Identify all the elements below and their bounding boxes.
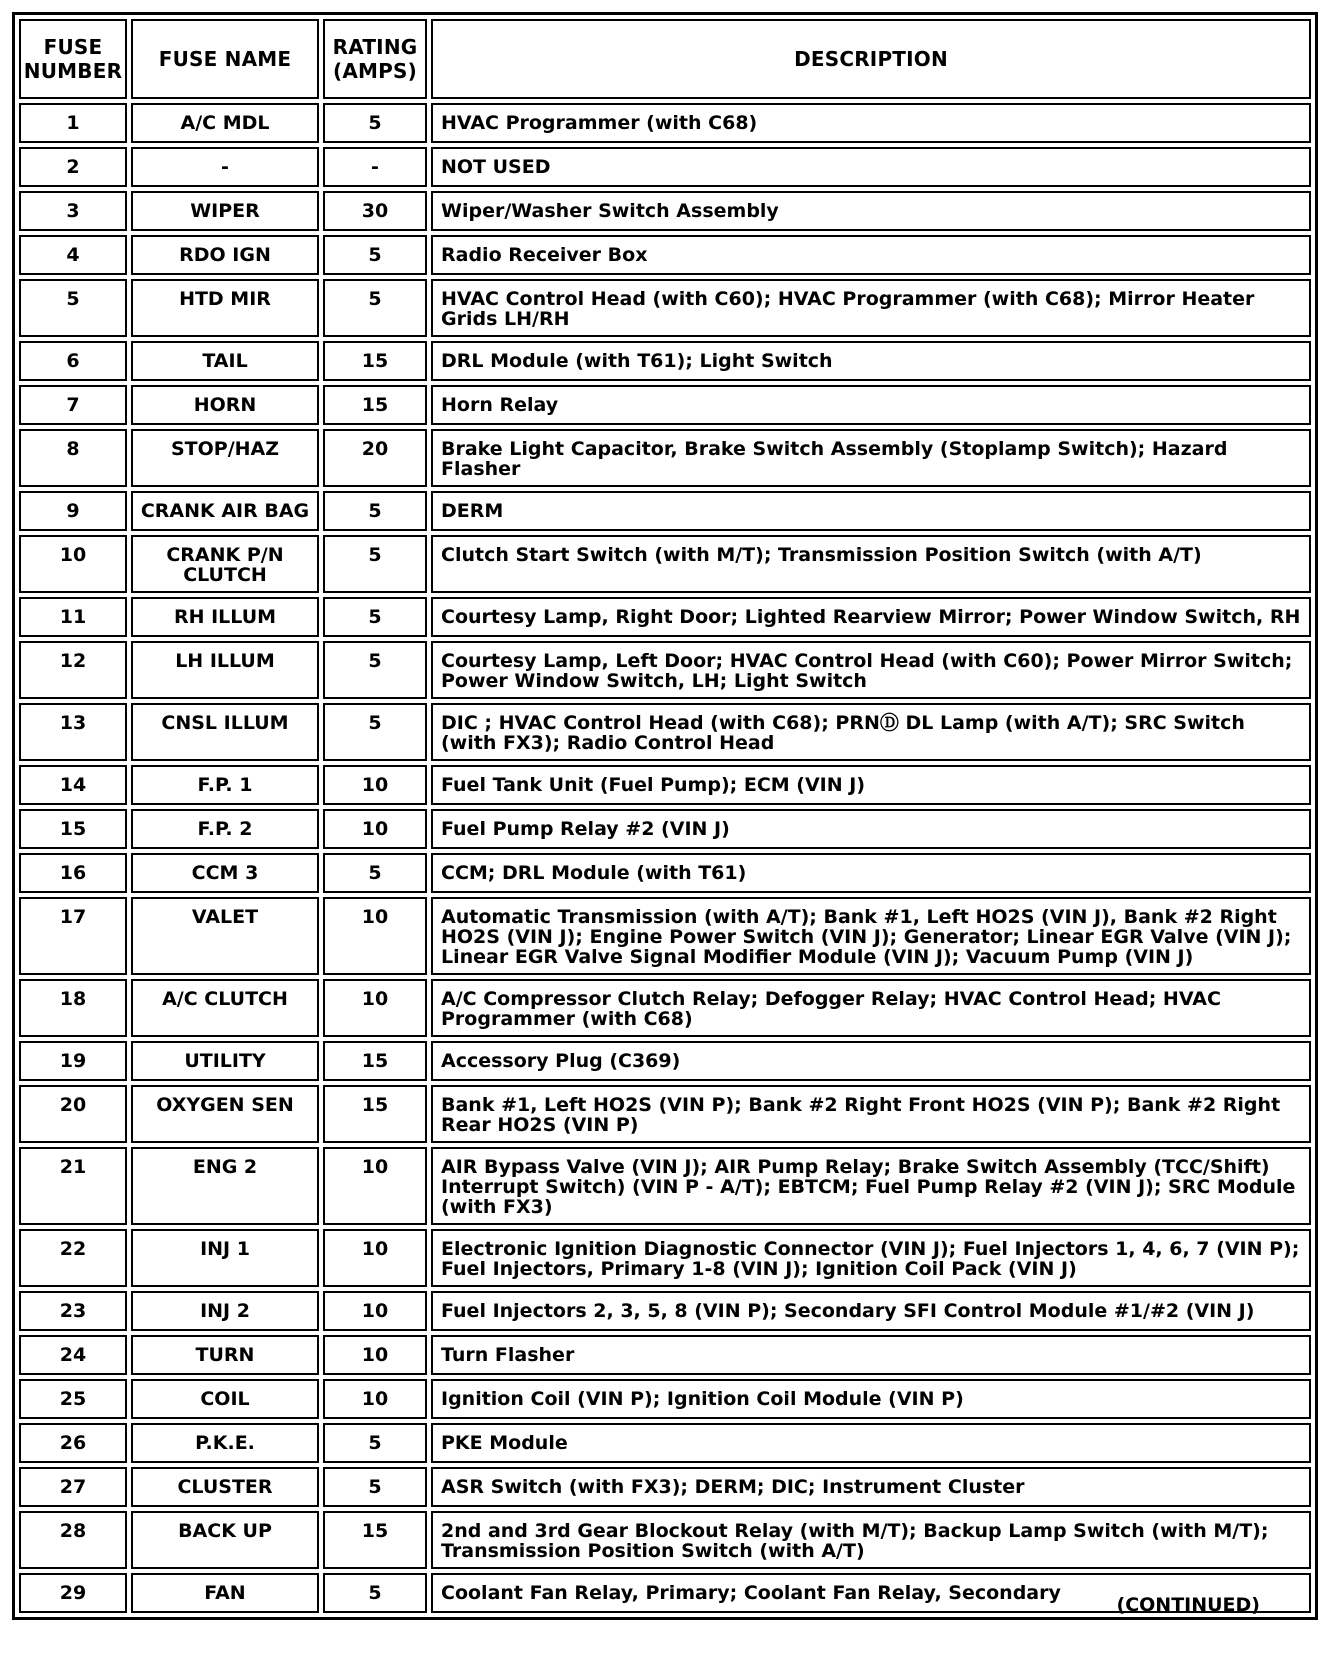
fuse-number-cell [19,429,127,487]
fuse-description-cell [431,641,1311,699]
fuse-description-cell-text: Radio Receiver Box [441,244,648,266]
fuse-rating-cell-text: 10 [361,988,389,1010]
fuse-description-cell [431,491,1311,531]
fuse-number-cell-text: 15 [59,818,87,840]
fuse-rating-cell [323,1573,427,1613]
fuse-number-cell [19,279,127,337]
fuse-number-cell-text: 20 [59,1094,87,1116]
fuse-description-cell [431,535,1311,593]
continued-note: (CONTINUED) [1116,1594,1260,1616]
fuse-name-cell [131,1511,319,1569]
fuse-name-cell [131,279,319,337]
fuse-number-cell-text: 10 [59,544,87,566]
fuse-name-cell [131,1229,319,1287]
fuse-name-cell [131,641,319,699]
fuse-description-cell [431,1335,1311,1375]
table-row [19,1335,1311,1375]
fuse-table [12,12,1318,1620]
table-row [19,597,1311,637]
fuse-name-cell [131,1467,319,1507]
fuse-rating-cell-text: 30 [361,200,389,222]
fuse-description-cell [431,809,1311,849]
fuse-name-cell [131,809,319,849]
fuse-description-cell-text: AIR Bypass Valve (VIN J); AIR Pump Relay; Brake Switch Assembly (TCC/Shift) Interrupt Switch) (VIN P - A/T); EBTCM; Fuel Pump Relay #2 (VIN J); SRC Module (with FX3) [441,1156,1296,1218]
fuse-number-cell-text: 11 [59,606,87,628]
fuse-description-cell [431,765,1311,805]
fuse-rating-cell [323,703,427,761]
fuse-number-cell [19,897,127,975]
fuse-description-cell-text: A/C Compressor Clutch Relay; Defogger Relay; HVAC Control Head; HVAC Programmer (with C68) [441,988,1221,1030]
fuse-description-cell [431,1291,1311,1331]
fuse-number-cell-text: 28 [59,1520,87,1542]
fuse-number-cell-text: 4 [66,244,80,266]
fuse-description-cell-text: CCM; DRL Module (with T61) [441,862,747,884]
fuse-number-cell-text: 6 [66,350,80,372]
fuse-rating-cell [323,191,427,231]
fuse-rating-cell-text: 5 [368,1582,382,1604]
header-description: DESCRIPTION [431,19,1311,99]
fuse-number-cell [19,641,127,699]
fuse-rating-cell-text: 10 [361,818,389,840]
fuse-rating-cell [323,853,427,893]
fuse-number-cell [19,341,127,381]
fuse-name-cell-text: BACK UP [178,1520,272,1542]
fuse-description-cell-text: Horn Relay [441,394,559,416]
fuse-number-cell-text: 12 [59,650,87,672]
fuse-name-cell-text: INJ 1 [200,1238,250,1260]
fuse-description-cell [431,1511,1311,1569]
fuse-rating-cell [323,147,427,187]
fuse-name-cell-text: CLUSTER [177,1476,273,1498]
fuse-rating-cell-text: 10 [361,1388,389,1410]
fuse-name-cell [131,1335,319,1375]
fuse-rating-cell-text: 5 [368,606,382,628]
fuse-name-cell [131,1147,319,1225]
table-row [19,491,1311,531]
fuse-description-cell [431,1085,1311,1143]
fuse-rating-cell-text: 15 [361,1094,389,1116]
fuse-name-cell-text: CRANK P/N CLUTCH [166,544,284,586]
fuse-rating-cell-text: 20 [361,438,389,460]
fuse-description-cell [431,1147,1311,1225]
fuse-rating-cell-text: 5 [368,544,382,566]
fuse-number-cell [19,535,127,593]
fuse-rating-cell [323,1467,427,1507]
fuse-name-cell-text: A/C CLUTCH [162,988,288,1010]
fuse-number-cell [19,1423,127,1463]
fuse-rating-cell-text: 10 [361,1156,389,1178]
fuse-description-cell-text: Turn Flasher [441,1344,575,1366]
table-row [19,429,1311,487]
fuse-name-cell [131,535,319,593]
table-row [19,385,1311,425]
fuse-rating-cell [323,809,427,849]
fuse-rating-cell [323,979,427,1037]
fuse-name-cell [131,491,319,531]
fuse-description-cell-text: Bank #1, Left HO2S (VIN P); Bank #2 Right Front HO2S (VIN P); Bank #2 Right Rear HO2S (VIN P) [441,1094,1281,1136]
fuse-rating-cell-text: 5 [368,244,382,266]
fuse-description-cell [431,235,1311,275]
fuse-rating-cell-text: - [371,156,379,178]
fuse-name-cell [131,191,319,231]
fuse-rating-cell-text: 15 [361,1520,389,1542]
fuse-name-cell [131,1041,319,1081]
table-row [19,279,1311,337]
fuse-description-cell [431,279,1311,337]
fuse-name-cell [131,1085,319,1143]
fuse-number-cell-text: 7 [66,394,80,416]
fuse-number-cell-text: 17 [59,906,87,928]
fuse-name-cell-text: ENG 2 [192,1156,258,1178]
fuse-name-cell [131,1423,319,1463]
table-header-row [19,19,1311,99]
fuse-number-cell-text: 2 [66,156,80,178]
fuse-number-cell [19,1085,127,1143]
fuse-rating-cell-text: 5 [368,112,382,134]
fuse-description-cell-text: Courtesy Lamp, Right Door; Lighted Rearview Mirror; Power Window Switch, RH [441,606,1301,628]
fuse-description-cell [431,1229,1311,1287]
fuse-name-cell-text: P.K.E. [195,1432,255,1454]
fuse-description-cell-text: PKE Module [441,1432,568,1454]
fuse-name-cell [131,103,319,143]
fuse-name-cell-text: HTD MIR [179,288,271,310]
fuse-number-cell [19,1379,127,1419]
fuse-rating-cell [323,1291,427,1331]
fuse-rating-cell [323,1229,427,1287]
fuse-number-cell [19,1335,127,1375]
fuse-number-cell-text: 26 [59,1432,87,1454]
fuse-description-cell-text: Fuel Injectors 2, 3, 5, 8 (VIN P); Secondary SFI Control Module #1/#2 (VIN J) [441,1300,1255,1322]
fuse-description-cell [431,341,1311,381]
fuse-description-cell-text: Electronic Ignition Diagnostic Connector (VIN J); Fuel Injectors 1, 4, 6, 7 (VIN P); Fuel Injectors, Primary 1-8 (VIN J); Ignition Coil Pack (VIN J) [441,1238,1300,1280]
fuse-name-cell [131,853,319,893]
fuse-name-cell [131,597,319,637]
fuse-rating-cell [323,385,427,425]
fuse-number-cell [19,1147,127,1225]
fuse-description-cell [431,1467,1311,1507]
fuse-number-cell [19,191,127,231]
fuse-number-cell [19,1291,127,1331]
fuse-name-cell [131,1291,319,1331]
fuse-rating-cell [323,765,427,805]
fuse-name-cell [131,235,319,275]
fuse-name-cell-text: RDO IGN [179,244,271,266]
fuse-description-cell [431,1379,1311,1419]
fuse-number-cell [19,235,127,275]
fuse-description-cell-text: Fuel Pump Relay #2 (VIN J) [441,818,730,840]
fuse-description-cell-text: HVAC Control Head (with C60); HVAC Programmer (with C68); Mirror Heater Grids LH/RH [441,288,1255,330]
fuse-description-cell [431,897,1311,975]
fuse-name-cell-text: OXYGEN SEN [156,1094,294,1116]
fuse-rating-cell-text: 5 [368,500,382,522]
fuse-name-cell [131,897,319,975]
fuse-description-cell-text: Wiper/Washer Switch Assembly [441,200,779,222]
fuse-number-cell-text: 16 [59,862,87,884]
table-row [19,1229,1311,1287]
fuse-name-cell-text: TURN [195,1344,255,1366]
fuse-description-cell-text: Ignition Coil (VIN P); Ignition Coil Module (VIN P) [441,1388,964,1410]
fuse-description-cell-text: 2nd and 3rd Gear Blockout Relay (with M/T); Backup Lamp Switch (with M/T); Transmission Position Switch (with A/T) [441,1520,1269,1562]
fuse-description-cell-text: Clutch Start Switch (with M/T); Transmission Position Switch (with A/T) [441,544,1202,566]
table-row [19,1511,1311,1569]
fuse-number-cell-text: 8 [66,438,80,460]
fuse-name-cell-text: F.P. 1 [197,774,253,796]
fuse-number-cell-text: 21 [59,1156,87,1178]
fuse-rating-cell [323,897,427,975]
fuse-number-cell-text: 24 [59,1344,87,1366]
fuse-name-cell-text: F.P. 2 [197,818,253,840]
fuse-rating-cell-text: 10 [361,1344,389,1366]
fuse-rating-cell [323,429,427,487]
header-fuse-name: FUSE NAME [131,19,319,99]
fuse-name-cell-text: UTILITY [184,1050,266,1072]
fuse-description-cell-text: Fuel Tank Unit (Fuel Pump); ECM (VIN J) [441,774,866,796]
fuse-description-cell [431,385,1311,425]
table-row [19,979,1311,1037]
table-row [19,765,1311,805]
table-row [19,1467,1311,1507]
fuse-rating-cell-text: 10 [361,1300,389,1322]
table-row [19,809,1311,849]
fuse-description-cell [431,703,1311,761]
fuse-number-cell-text: 23 [59,1300,87,1322]
fuse-number-cell [19,765,127,805]
table-row [19,535,1311,593]
fuse-description-cell-text: DRL Module (with T61); Light Switch [441,350,833,372]
fuse-rating-cell-text: 5 [368,712,382,734]
fuse-name-cell-text: CCM 3 [191,862,259,884]
header-fuse-number: FUSE NUMBER [19,19,127,99]
fuse-number-cell [19,1573,127,1613]
fuse-rating-cell-text: 5 [368,1476,382,1498]
fuse-number-cell [19,1041,127,1081]
fuse-number-cell [19,703,127,761]
fuse-number-cell-text: 9 [66,500,80,522]
fuse-name-cell [131,147,319,187]
fuse-name-cell-text: LH ILLUM [175,650,275,672]
fuse-number-cell-text: 27 [59,1476,87,1498]
table-row [19,897,1311,975]
fuse-number-cell-text: 5 [66,288,80,310]
fuse-description-cell [431,103,1311,143]
fuse-name-cell-text: A/C MDL [180,112,270,134]
fuse-description-cell [431,1423,1311,1463]
fuse-number-cell [19,147,127,187]
fuse-name-cell-text: CNSL ILLUM [161,712,289,734]
fuse-description-cell-text: NOT USED [441,156,551,178]
fuse-rating-cell [323,103,427,143]
table-row [19,1379,1311,1419]
fuse-number-cell [19,1229,127,1287]
fuse-rating-cell-text: 5 [368,288,382,310]
fuse-name-cell [131,1573,319,1613]
fuse-name-cell-text: TAIL [202,350,248,372]
table-row [19,641,1311,699]
fuse-rating-cell-text: 15 [361,350,389,372]
fuse-rating-cell [323,279,427,337]
fuse-description-cell [431,853,1311,893]
table-row [19,703,1311,761]
fuse-name-cell-text: STOP/HAZ [170,438,280,460]
fuse-name-cell [131,1379,319,1419]
fuse-name-cell [131,703,319,761]
fuse-number-cell-text: 19 [59,1050,87,1072]
fuse-name-cell-text: CRANK AIR BAG [140,500,310,522]
fuse-number-cell [19,385,127,425]
fuse-rating-cell [323,1379,427,1419]
fuse-name-cell [131,385,319,425]
fuse-name-cell-text: - [221,156,229,178]
fuse-number-cell-text: 29 [59,1582,87,1604]
fuse-rating-cell [323,535,427,593]
fuse-description-cell [431,429,1311,487]
fuse-table-sheet [12,12,1318,1620]
fuse-rating-cell-text: 5 [368,862,382,884]
fuse-rating-cell-text: 15 [361,1050,389,1072]
fuse-rating-cell-text: 5 [368,1432,382,1454]
fuse-number-cell-text: 13 [59,712,87,734]
fuse-number-cell [19,1511,127,1569]
fuse-number-cell-text: 14 [59,774,87,796]
fuse-description-cell-text: Brake Light Capacitor, Brake Switch Assembly (Stoplamp Switch); Hazard Flasher [441,438,1228,480]
fuse-description-cell-text: DERM [441,500,504,522]
fuse-rating-cell-text: 15 [361,394,389,416]
fuse-number-cell [19,1467,127,1507]
fuse-rating-cell [323,1085,427,1143]
fuse-description-cell-text: HVAC Programmer (with C68) [441,112,758,134]
fuse-rating-cell [323,641,427,699]
fuse-description-cell-text: Automatic Transmission (with A/T); Bank #1, Left HO2S (VIN J), Bank #2 Right HO2S (VIN J); Engine Power Switch (VIN J); Generator; Linear EGR Valve (VIN J); Linear EGR Valve Signal Modifier Module (VIN J); Vacuum Pump (VIN J) [441,906,1292,968]
fuse-description-cell-text: Accessory Plug (C369) [441,1050,681,1072]
fuse-rating-cell [323,1335,427,1375]
fuse-number-cell-text: 1 [66,112,80,134]
fuse-rating-cell-text: 10 [361,1238,389,1260]
fuse-name-cell-text: VALET [191,906,259,928]
fuse-rating-cell [323,341,427,381]
header-rating: RATING (AMPS) [323,19,427,99]
fuse-name-cell [131,429,319,487]
fuse-number-cell-text: 22 [59,1238,87,1260]
fuse-description-cell-text: Courtesy Lamp, Left Door; HVAC Control Head (with C60); Power Mirror Switch; Power Window Switch, LH; Light Switch [441,650,1293,692]
fuse-number-cell [19,103,127,143]
table-row [19,341,1311,381]
fuse-number-cell [19,979,127,1037]
fuse-description-cell [431,191,1311,231]
fuse-name-cell-text: WIPER [190,200,260,222]
fuse-number-cell [19,597,127,637]
fuse-rating-cell [323,1511,427,1569]
table-row [19,191,1311,231]
fuse-rating-cell-text: 10 [361,906,389,928]
fuse-number-cell [19,853,127,893]
table-row [19,235,1311,275]
fuse-rating-cell [323,235,427,275]
fuse-rating-cell-text: 5 [368,650,382,672]
fuse-name-cell-text: COIL [200,1388,250,1410]
fuse-description-cell-text: ASR Switch (with FX3); DERM; DIC; Instrument Cluster [441,1476,1025,1498]
table-row [19,1041,1311,1081]
fuse-name-cell-text: FAN [204,1582,246,1604]
fuse-description-cell-text: DIC ; HVAC Control Head (with C68); PRNⒹ DL Lamp (with A/T); SRC Switch (with FX3); Radio Control Head [441,712,1245,754]
fuse-number-cell-text: 18 [59,988,87,1010]
table-row [19,103,1311,143]
table-row [19,853,1311,893]
fuse-rating-cell [323,1423,427,1463]
fuse-rating-cell [323,491,427,531]
fuse-description-cell [431,979,1311,1037]
fuse-rating-cell-text: 10 [361,774,389,796]
fuse-number-cell-text: 3 [66,200,80,222]
fuse-description-cell [431,1041,1311,1081]
table-row [19,1291,1311,1331]
fuse-description-cell-text: Coolant Fan Relay, Primary; Coolant Fan Relay, Secondary [441,1582,1061,1604]
fuse-description-cell [431,597,1311,637]
fuse-rating-cell [323,597,427,637]
fuse-name-cell-text: HORN [193,394,257,416]
fuse-number-cell [19,809,127,849]
fuse-number-cell [19,491,127,531]
fuse-name-cell-text: INJ 2 [200,1300,250,1322]
fuse-number-cell-text: 25 [59,1388,87,1410]
table-row [19,147,1311,187]
fuse-name-cell [131,341,319,381]
fuse-rating-cell [323,1147,427,1225]
table-row [19,1085,1311,1143]
table-row [19,1147,1311,1225]
fuse-description-cell [431,147,1311,187]
fuse-name-cell [131,979,319,1037]
table-row [19,1423,1311,1463]
fuse-name-cell-text: RH ILLUM [173,606,277,628]
table-body [19,103,1311,1613]
fuse-name-cell [131,765,319,805]
fuse-rating-cell [323,1041,427,1081]
